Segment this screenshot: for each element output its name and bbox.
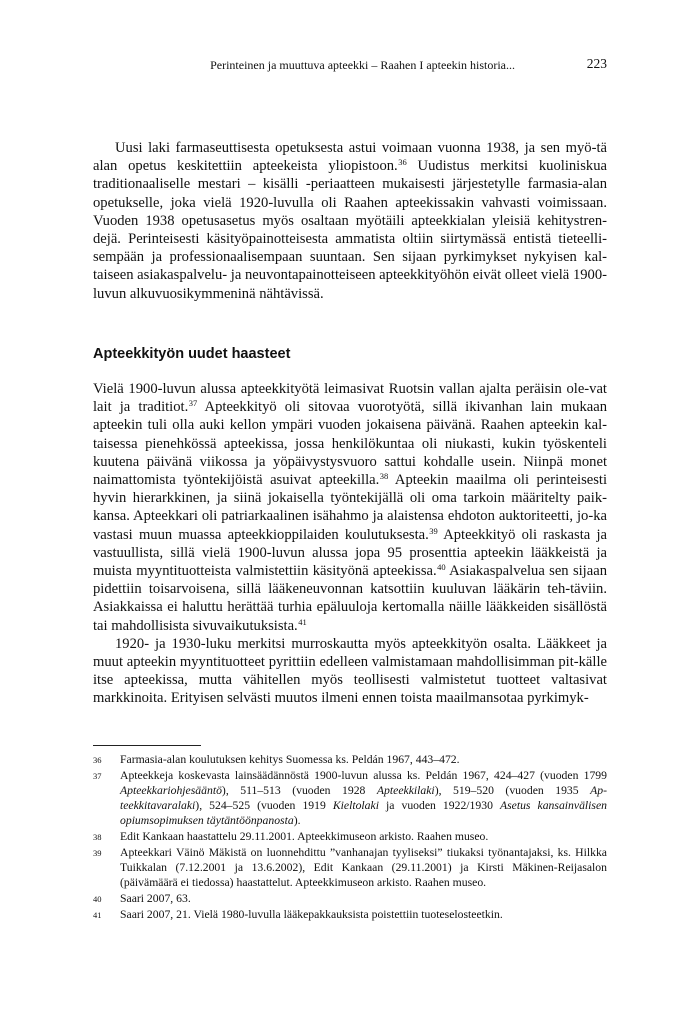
- text-run: Uudistus merkitsi kuoliniskua traditionaaliselle mestari – kisälli -periaatteen mukaisesti järjestetylle farmasia-alan opetukselle, joka vielä 1920-luvulla oli Raahen apteekissakin vahvasti voimissaan. Vuoden 1938 opetusasetus myös osaltaan myötäili apteekkialan yleisiä kehitystren-dejä. Perinteisesti käsityöpainotteisesta ammatista oltiin siirtymässä entistä tieteelli-sempään ja professionaalisempaan suuntaan. Sen sijaan pyrkimykset nykyisen kal-taiseen asiakaspalvelu- ja neuvontapainotteiseen apteekkityöhön eivät olleet vielä 1900-luvun alkuvuosikymmeninä nähtävissä.: [93, 158, 607, 302]
- law-title: Asetus kansainvälisen opiumsopimuksen täytäntöönpanosta: [120, 798, 607, 827]
- footnote-text: Saari 2007, 63.: [120, 892, 191, 906]
- footnote-36: [93, 753, 607, 768]
- text-run: ), 519–520 (vuoden 1935: [434, 784, 591, 798]
- text-run: Asiakaspalvelua sen sijaan pidettiin toisarvoisena, sillä lääkeneuvonnan katsottiin kuuluvan lääkärin teh-täviin. Asiakkaissa ei haluttu herättää turhia epäluuloja kertomalla näille lääkkeiden sisällöstä tai mahdollisista sivuvaikutuksista.: [93, 563, 607, 634]
- text-run: ), 524–525 (vuoden 1919: [195, 798, 333, 812]
- section-body: [93, 380, 607, 708]
- text-run: ).: [293, 813, 301, 827]
- law-title: Apteekkilaki: [376, 784, 435, 798]
- footnote-number: 41: [93, 910, 102, 921]
- text-run: Vielä 1900-luvun alussa apteekkityötä leimasivat Ruotsin vallan ajalta peräisin ole-vat lait ja traditiot.: [93, 381, 607, 416]
- text-run: ja vuoden 1922/1930: [378, 798, 500, 812]
- footnote-text: [120, 769, 607, 828]
- page-number: 223: [586, 56, 607, 71]
- footnote-number: 36: [93, 755, 102, 765]
- footnote-number: 39: [93, 848, 102, 859]
- footnote-ref-40[interactable]: 40: [437, 562, 446, 573]
- footnote-ref-41[interactable]: 41: [298, 616, 307, 627]
- text-run: Uusi laki farmaseuttisesta opetuksesta astui voimaan vuonna 1938, ja sen myö-tä alan opetus keskitettiin apteekeista yliopistoon.: [93, 140, 607, 175]
- law-title: Ap-teekkitavaralaki: [120, 784, 607, 812]
- footnote-text: Saari 2007, 21. Vielä 1980-luvulla lääkepakkauksista poistettiin tuoteselosteetkin.: [120, 908, 503, 922]
- footnote-text: Edit Kankaan haastattelu 29.11.2001. Apteekkimuseon arkisto. Raahen museo.: [120, 829, 489, 843]
- footnote-number: 38: [93, 831, 102, 842]
- section-heading: Apteekkityön uudet haasteet: [93, 346, 291, 362]
- intro-section: [93, 139, 607, 303]
- running-title: Perinteinen ja muuttuva apteekki – Raahen I apteekin historia...: [210, 58, 515, 72]
- footnote-ref-37[interactable]: 37: [188, 398, 198, 409]
- section-paragraph-2: 1920- ja 1930-luku merkitsi murroskautta myös apteekkityön osalta. Lääkkeet ja muut apteekin myyntituotteet pyrittiin edelleen valmistamaan mahdollisimman pit-källe itse apteekissa, mutta vähitellen myös teollisesti valmistetut tuotteet valtasivat markkinoita. Erityisen selvästi muutos ilmeni ennen toista maailmansotaa pyrkimyk-: [93, 635, 607, 707]
- law-title: Kieltolaki: [332, 798, 379, 812]
- footnote-ref-36[interactable]: 36: [398, 157, 407, 168]
- footnote-ref-38[interactable]: 38: [379, 471, 389, 482]
- text-run: Apteekin maailma oli perinteisesti hyvin hierarkkinen, ja siinä jokaisella työntekijällä oli oma tarkoin määritelty paik-kansa. Apteekkari oli patriarkaalinen isähahmo ja alaistensa ehdoton auktoriteetti, jo-ka vastasi muun muassa apteekkioppilaiden koulutuksesta.: [93, 472, 608, 543]
- footnote-41: [93, 908, 607, 923]
- text-run: ), 511–513 (vuoden 1928: [221, 784, 377, 798]
- section-paragraph-1: [93, 380, 607, 635]
- footnote-38: [93, 830, 607, 845]
- footnote-37: [93, 769, 607, 828]
- footnote-ref-39[interactable]: 39: [429, 525, 438, 536]
- footnote-text: Apteekkari Väinö Mäkistä on luonnehdittu ”vanhanajan tyyliseksi” tiukaksi työnantajaksi, ks. Hilkka Tuikkalan (7.12.2001 ja 13.6.2002), Edit Kankaan (29.11.2001) ja Kirsti Mäkinen-Reijasalon (päivämäärä ei tiedossa) haastattelut. Apteekkimuseon arkisto. Raahen museo.: [120, 846, 607, 889]
- footnote-separator: [93, 745, 201, 746]
- law-title: Apteekkariohjesääntö: [120, 784, 222, 798]
- text-run: Apteekkeja koskevasta lainsäädännöstä 1900-luvun alussa ks. Peldán 1967, 424–427 (vuoden 1799: [120, 769, 607, 783]
- footnote-40: [93, 892, 607, 907]
- intro-paragraph: [93, 139, 607, 303]
- footnotes: [93, 753, 607, 925]
- text-run: Apteekkityö oli raskasta ja vastuullista, sillä vielä 1900-luvun alussa jopa 95 prosenttia apteekin lääkkeistä ja muista myyntituotteista valmistettiin käsityönä apteekissa.: [93, 526, 607, 580]
- footnote-text: Farmasia-alan koulutuksen kehitys Suomessa ks. Peldán 1967, 443–472.: [120, 753, 460, 766]
- text-run: Apteekkityö oli sitovaa vuorotyötä, sillä ikivanhan lain mukaan apteekin tuli olla auki kellon ympäri vuoden jokaisena päivänä. Raahen apteekin kal-taisessa pienehkössä apteekissa, jossa henkilökuntaa oli niukasti, kukin työskenteli kuutena päivänä viikossa ja yöpäivystysvuoro sattui kohdalle usein. Niinpä monet naimattomista työntekijöistä asuivat apteekilla.: [93, 399, 608, 489]
- footnote-number: 40: [93, 894, 102, 905]
- footnote-number: 37: [93, 771, 102, 782]
- footnote-39: [93, 846, 607, 890]
